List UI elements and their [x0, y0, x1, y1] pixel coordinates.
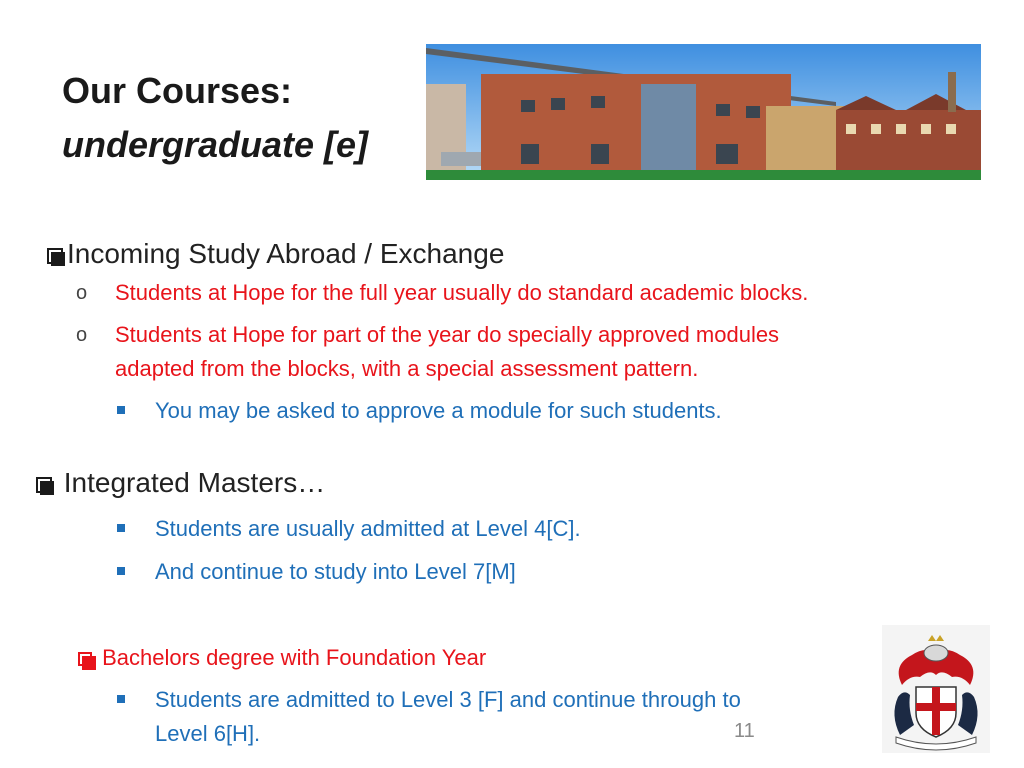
square-bullet-icon — [117, 567, 125, 575]
foundation-heading — [78, 645, 486, 671]
subtitle-text: undergraduate [e] — [62, 124, 369, 165]
incoming-heading-text: Incoming Study Abroad / Exchange — [67, 238, 505, 269]
page-number: 11 — [734, 720, 755, 742]
circle-bullet-icon: o — [76, 324, 88, 346]
checkbox-bullet-icon — [36, 477, 52, 493]
slide-title — [62, 64, 368, 172]
incoming-subpoint: You may be asked to approve a module for such students. — [155, 398, 722, 423]
checkbox-bullet-icon — [78, 652, 92, 666]
square-bullet-icon — [117, 524, 125, 532]
incoming-heading — [47, 238, 504, 270]
masters-point-2: And continue to study into Level 7[M] — [155, 559, 516, 584]
campus-building-photo — [426, 44, 981, 180]
square-bullet-icon — [117, 695, 125, 703]
checkbox-bullet-icon — [47, 248, 63, 264]
masters-heading — [36, 467, 325, 499]
incoming-point-2-line-2: adapted from the blocks, with a special assessment pattern. — [115, 356, 699, 381]
square-bullet-icon — [117, 406, 125, 414]
title-text: Our Courses: — [62, 70, 293, 111]
incoming-point-1: Students at Hope for the full year usually do standard academic blocks. — [115, 280, 809, 305]
foundation-point-1-line-1: Students are admitted to Level 3 [F] and continue through to — [155, 687, 741, 712]
university-crest-icon — [882, 625, 990, 753]
incoming-point-2-line-1: Students at Hope for part of the year do specially approved modules — [115, 322, 780, 347]
masters-point-1: Students are usually admitted at Level 4[C]. — [155, 516, 581, 541]
foundation-point-1-line-2: Level 6[H]. — [155, 721, 261, 746]
foundation-heading-text: Bachelors degree with Foundation Year — [102, 645, 487, 670]
masters-heading-text: Integrated Masters… — [63, 467, 326, 498]
circle-bullet-icon: o — [76, 282, 88, 304]
